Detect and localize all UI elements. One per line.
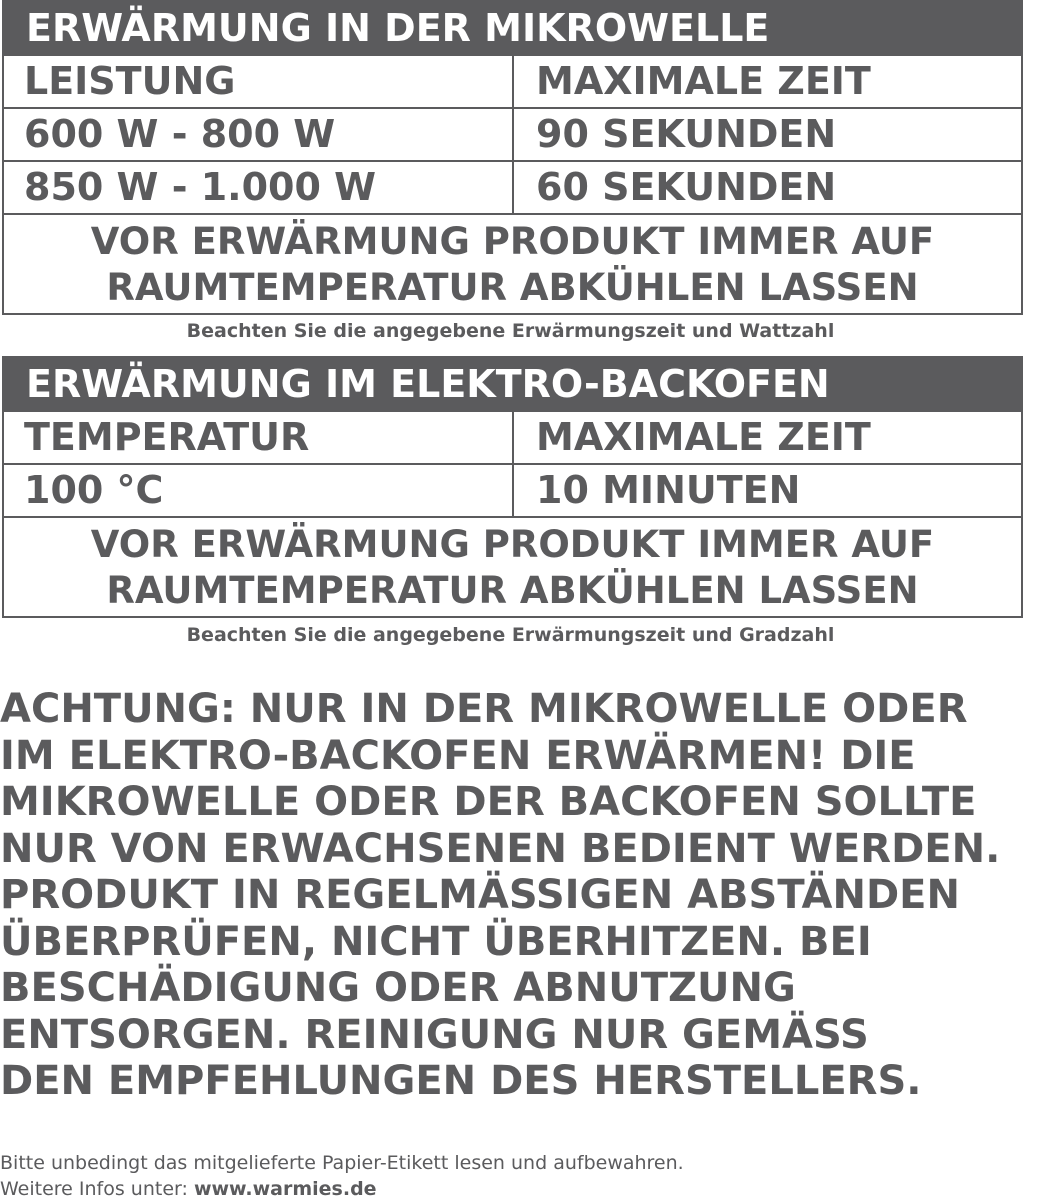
microwave-header-power: LEISTUNG: [4, 56, 514, 107]
footer: [0, 1150, 1049, 1202]
oven-header-time: MAXIMALE ZEIT: [536, 415, 871, 459]
warning-line: ÜBERPRÜFEN, NICHT ÜBERHITZEN. BEI: [0, 918, 872, 965]
warning-line: ENTSORGEN. REINIGUNG NUR GEMÄSS: [0, 1011, 869, 1058]
microwave-time-cell: 90 SEKUNDEN: [536, 112, 837, 156]
microwave-caption: Beachten Sie die angegebene Erwärmungszeit und Wattzahl: [186, 320, 835, 342]
website-link[interactable]: www.warmies.de: [193, 1178, 377, 1200]
microwave-note-line2: RAUMTEMPERATUR ABKÜHLEN LASSEN: [106, 266, 919, 309]
warning-line: BESCHÄDIGUNG ODER ABNUTZUNG: [0, 965, 796, 1011]
oven-table: [2, 356, 1023, 618]
warning-line: DEN EMPFEHLUNGEN DES HERSTELLERS.: [0, 1058, 922, 1104]
microwave-header-row: [4, 54, 1021, 107]
microwave-table: [2, 0, 1023, 315]
table-row: [4, 107, 1021, 160]
oven-temperature-cell: 100 °C: [4, 465, 514, 516]
warning-line: MIKROWELLE ODER DER BACKOFEN SOLLTE: [0, 779, 977, 825]
microwave-note-line1: VOR ERWÄRMUNG PRODUKT IMMER AUF: [90, 220, 935, 263]
oven-note-line1: VOR ERWÄRMUNG PRODUKT IMMER AUF: [90, 523, 935, 566]
oven-cooling-note: [4, 516, 1021, 616]
microwave-title: ERWÄRMUNG IN DER MIKROWELLE: [4, 2, 1021, 54]
oven-header-row: [4, 410, 1021, 463]
table-row: [4, 160, 1021, 213]
oven-caption: Beachten Sie die angegebene Erwärmungszeit und Gradzahl: [186, 624, 835, 646]
microwave-header-time: MAXIMALE ZEIT: [536, 59, 871, 103]
oven-title: ERWÄRMUNG IM ELEKTRO-BACKOFEN: [4, 358, 1021, 410]
oven-header-temperature: TEMPERATUR: [4, 412, 514, 463]
warning-line: IM ELEKTRO-BACKOFEN ERWÄRMEN! DIE: [0, 732, 916, 779]
warning-line: PRODUKT IN REGELMÄSSIGEN ABSTÄNDEN: [0, 872, 960, 918]
microwave-power-cell: 600 W - 800 W: [4, 109, 514, 160]
microwave-time-cell: 60 SEKUNDEN: [536, 165, 837, 209]
microwave-cooling-note: [4, 213, 1021, 313]
footer-info-prefix: Weitere Infos unter:: [0, 1178, 194, 1200]
warning-line: NUR VON ERWACHSENEN BEDIENT WERDEN.: [0, 825, 1001, 872]
oven-note-line2: RAUMTEMPERATUR ABKÜHLEN LASSEN: [106, 569, 919, 612]
footer-info-line: [0, 1176, 1049, 1202]
table-row: [4, 463, 1021, 516]
microwave-power-cell: 850 W - 1.000 W: [4, 162, 514, 213]
warning-line: ACHTUNG: NUR IN DER MIKROWELLE ODER: [0, 686, 968, 732]
warning-text: [0, 686, 1049, 1105]
footer-instruction: Bitte unbedingt das mitgelieferte Papier-Etikett lesen und aufbewahren.: [0, 1152, 684, 1174]
oven-time-cell: 10 MINUTEN: [536, 468, 801, 512]
